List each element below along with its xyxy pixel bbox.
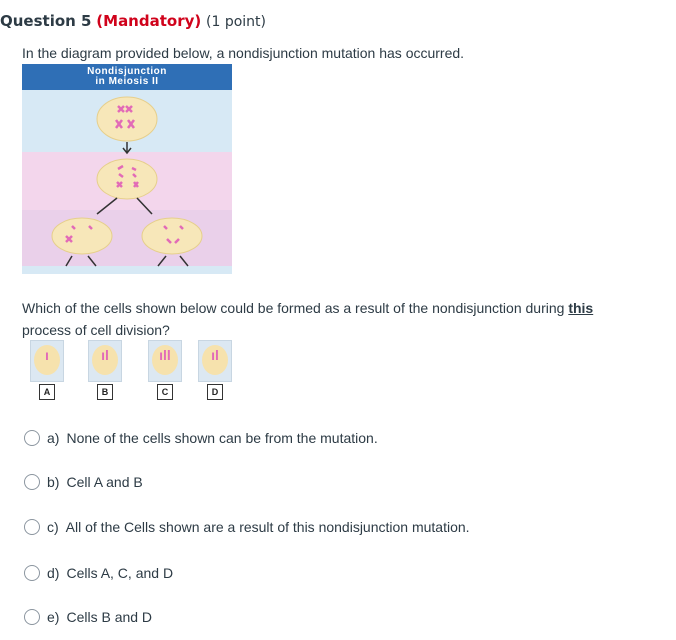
daughter-cell-left [52,218,112,254]
cell-d [198,340,232,382]
option-b-text: Cell A and B [66,474,143,490]
option-d[interactable] [24,562,173,584]
nondisjunction-diagram [22,64,232,274]
option-b-radio[interactable] [24,474,40,490]
option-c-radio[interactable] [24,519,40,535]
question-prompt [22,297,622,341]
option-a-radio[interactable] [24,430,40,446]
prompt-text-before: Which of the cells shown below could be formed as a result of the nondisjunction during [22,300,569,316]
option-c-letter: c) [47,519,59,535]
prompt-text-after: process of cell division? [22,322,170,338]
cell-a-label: A [39,384,55,400]
cell-a [30,340,64,382]
diagram-title-line1: Nondisjunction [87,66,167,77]
option-b[interactable] [24,471,143,493]
option-e-letter: e) [47,609,60,625]
option-c-text: All of the Cells shown are a result of this nondisjunction mutation. [65,519,470,535]
cell-b-label: B [97,384,113,400]
mandatory-label: (Mandatory) [96,12,202,30]
option-e[interactable] [24,606,152,628]
option-d-radio[interactable] [24,565,40,581]
parent-cell [97,97,157,141]
option-d-letter: d) [47,565,60,581]
prompt-emphasis: this [568,300,594,316]
cell-d-label: D [207,384,223,400]
points-label: (1 point) [206,14,267,30]
cell-c-label: C [157,384,173,400]
cell-c-chromosomes: ıll [159,347,171,363]
cell-b [88,340,122,382]
cell-c [148,340,182,382]
question-header [0,12,266,30]
option-a[interactable] [24,427,378,449]
option-c[interactable] [24,516,470,538]
middle-cell [97,159,157,199]
cell-a-chromosomes: ı [45,347,49,363]
daughter-cell-right [142,218,202,254]
option-e-text: Cells B and D [66,609,153,625]
question-intro: In the diagram provided below, a nondisjunction mutation has occurred. [22,45,465,61]
option-e-radio[interactable] [24,609,40,625]
cell-b-chromosomes: ıl [101,347,109,363]
diagram-drawing [22,64,232,274]
arrow-left [97,198,117,214]
cell-d-chromosomes: ıl [211,347,219,363]
question-number: Question 5 [0,12,92,30]
option-a-letter: a) [47,430,60,446]
option-d-text: Cells A, C, and D [66,565,174,581]
arrows-bottom [66,256,188,266]
arrow-right [137,198,152,214]
option-b-letter: b) [47,474,60,490]
option-a-text: None of the cells shown can be from the mutation. [66,430,378,446]
diagram-title-line2: in Meiosis II [95,76,159,87]
cell-choices-image [30,340,230,402]
